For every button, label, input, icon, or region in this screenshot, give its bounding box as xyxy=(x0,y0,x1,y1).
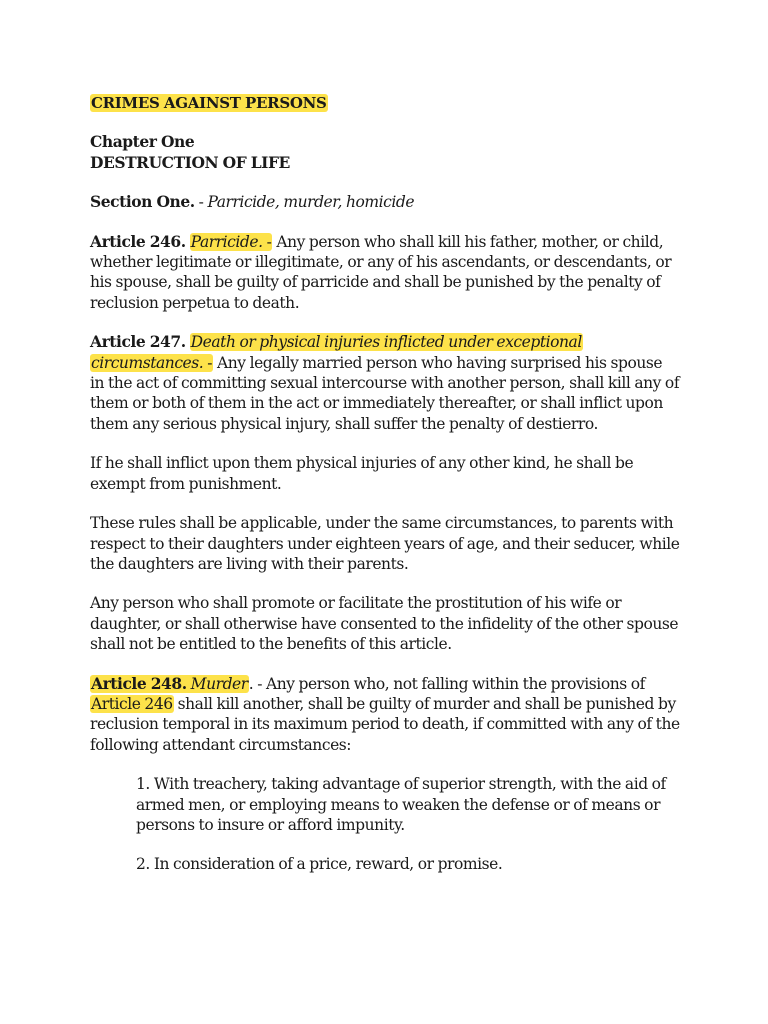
article-247-text: Any legally married person who having surprised his spouse in the act of committing sexual intercourse with another person, shall kill any of them or both of them in the act or immediately thereafter, or shall inflict upon them any serious physical injury, shall suffer the penalty of destierro. xyxy=(90,353,680,433)
article-247-para-4: Any person who shall promote or facilitate the prostitution of his wife or daughter, or shall otherwise have consented to the infidelity of the other spouse shall not be entitled to the benefits of this article. xyxy=(90,594,679,654)
article-247-heading: Death or physical injuries inflicted under exceptional circumstances. xyxy=(91,333,582,372)
article-246-heading: Parricide. xyxy=(190,232,263,251)
article-248-reference-link[interactable]: Article 246 xyxy=(91,694,173,713)
article-246-dash: - xyxy=(262,232,272,251)
article-248-item-1: 1. With treachery, taking advantage of superior strength, with the aid of armed men, or employing means to weaken the defense or of means or persons to insure or afford impunity. xyxy=(136,775,666,834)
document-title-line xyxy=(90,93,680,113)
article-248-item-2: 2. In consideration of a price, reward, or promise. xyxy=(136,855,503,874)
chapter-label: Chapter One xyxy=(90,132,195,152)
document-title: CRIMES AGAINST PERSONS xyxy=(91,94,327,112)
article-248-heading: Murder xyxy=(190,674,248,693)
section-subtitle: Parricide, murder, homicide xyxy=(207,193,415,212)
article-247 xyxy=(90,332,680,434)
document-page xyxy=(90,93,680,875)
section-label: Section One. xyxy=(90,192,195,212)
article-246-text: Any person who shall kill his father, mother, or child, whether legitimate or illegitimate, or any of his ascendants, or descendants, or his spouse, shall be guilty of parricide and shall be punished by the penalty of reclusion perpetua to death. xyxy=(90,232,672,312)
chapter-title: DESTRUCTION OF LIFE xyxy=(90,152,290,172)
section-separator: - xyxy=(194,193,208,212)
article-248 xyxy=(90,674,680,756)
article-247-dash: - xyxy=(203,353,213,372)
section-heading xyxy=(90,192,680,212)
article-246 xyxy=(90,232,680,314)
article-248-text: shall kill another, shall be guilty of murder and shall be punished by reclusion temporal in its maximum period to death, if committed with any of the following attendant circumstances: xyxy=(90,694,680,754)
article-247-label: Article 247. xyxy=(90,332,186,352)
article-248-after-heading: . - Any person who, not falling within the provisions of xyxy=(248,674,645,693)
article-248-label: Article 248. xyxy=(91,673,187,693)
article-247-para-2: If he shall inflict upon them physical injuries of any other kind, he shall be exempt from punishment. xyxy=(90,454,634,493)
article-247-para-3: These rules shall be applicable, under the same circumstances, to parents with respect to their daughters under eighteen years of age, and their seducer, while the daughters are living with their parents. xyxy=(90,514,680,573)
article-246-label: Article 246. xyxy=(90,231,186,251)
